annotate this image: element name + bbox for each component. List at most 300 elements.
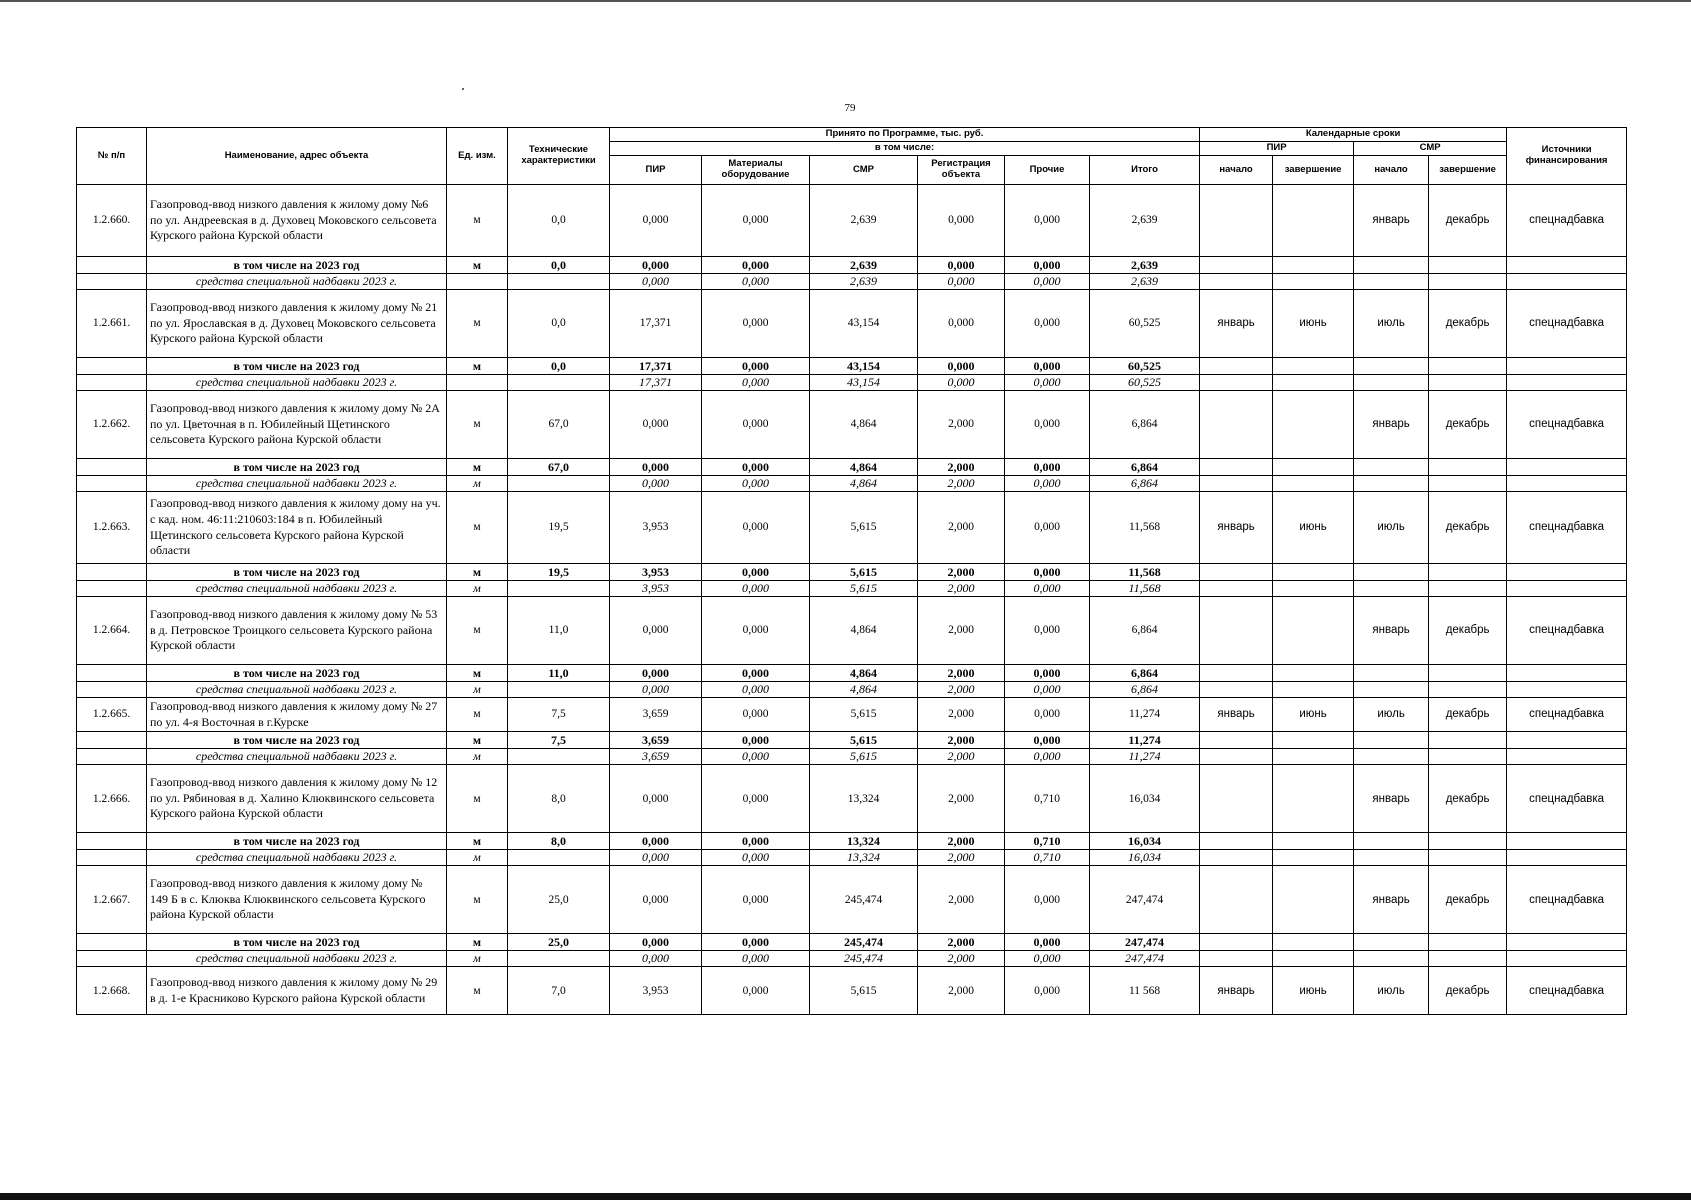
other-cell: 0,000 xyxy=(1005,274,1090,290)
pir-end-cell: июнь xyxy=(1273,698,1354,732)
mat-cell: 0,000 xyxy=(702,850,810,866)
mat-cell: 0,000 xyxy=(702,951,810,967)
smr-end-cell: декабрь xyxy=(1429,698,1507,732)
blank-cell xyxy=(1200,358,1273,375)
reg-cell: 2,000 xyxy=(918,459,1005,476)
mat-cell: 0,000 xyxy=(702,765,810,833)
pir-cell: 0,000 xyxy=(610,866,702,934)
blank-cell xyxy=(1507,581,1627,597)
pir-cell: 3,953 xyxy=(610,492,702,564)
table-row xyxy=(77,967,1627,1015)
smr-cell: 4,864 xyxy=(810,476,918,492)
year-subtotal-row xyxy=(77,358,1627,375)
pir-cell: 0,000 xyxy=(610,682,702,698)
tech-cell: 11,0 xyxy=(508,597,610,665)
smr-cell: 5,615 xyxy=(810,967,918,1015)
other-cell: 0,000 xyxy=(1005,749,1090,765)
blank-cell xyxy=(77,581,147,597)
blank-cell xyxy=(1507,665,1627,682)
total-cell: 6,864 xyxy=(1090,665,1200,682)
reg-cell: 2,000 xyxy=(918,866,1005,934)
blank-cell xyxy=(1507,375,1627,391)
reg-cell: 0,000 xyxy=(918,290,1005,358)
header-cal-pir: ПИР xyxy=(1200,142,1354,156)
total-cell: 2,639 xyxy=(1090,185,1200,257)
pir-cell: 0,000 xyxy=(610,391,702,459)
blank-cell xyxy=(77,951,147,967)
smr-end-cell: декабрь xyxy=(1429,967,1507,1015)
total-cell: 6,864 xyxy=(1090,682,1200,698)
other-cell: 0,000 xyxy=(1005,581,1090,597)
blank-cell xyxy=(1354,665,1429,682)
pir-cell: 0,000 xyxy=(610,257,702,274)
blank-cell xyxy=(1507,358,1627,375)
header-sources: Источники финансирования xyxy=(1507,128,1627,185)
unit-cell: м xyxy=(447,749,508,765)
blank-cell xyxy=(1200,257,1273,274)
row-number: 1.2.665. xyxy=(77,698,147,732)
year-subtotal-row xyxy=(77,257,1627,274)
unit-cell: м xyxy=(447,866,508,934)
header-registration: Регистрация объекта xyxy=(918,156,1005,185)
blank-cell xyxy=(1200,682,1273,698)
unit-cell: м xyxy=(447,833,508,850)
smr-cell: 5,615 xyxy=(810,698,918,732)
object-name: Газопровод-ввод низкого давления к жилому дому № 2А по ул. Цветочная в п. Юбилейный Щетинского сельсовета Курского района Курской области xyxy=(147,391,447,459)
blank-cell xyxy=(508,682,610,698)
object-name: Газопровод-ввод низкого давления к жилому дому на уч. с кад. ном. 46:11:210603:184 в п. Юбилейный Щетинского сельсовета Курского района Курской области xyxy=(147,492,447,564)
smr-start-cell: январь xyxy=(1354,185,1429,257)
table-row xyxy=(77,492,1627,564)
smr-cell: 13,324 xyxy=(810,833,918,850)
blank-cell xyxy=(1273,682,1354,698)
tech-cell: 67,0 xyxy=(508,391,610,459)
pir-cell: 17,371 xyxy=(610,290,702,358)
blank-cell xyxy=(1429,682,1507,698)
subtotal-label: в том числе на 2023 год xyxy=(147,833,447,850)
unit-cell: м xyxy=(447,459,508,476)
blank-cell xyxy=(1273,850,1354,866)
blank-cell xyxy=(77,934,147,951)
blank-cell xyxy=(1429,951,1507,967)
row-number: 1.2.661. xyxy=(77,290,147,358)
tech-cell: 7,0 xyxy=(508,967,610,1015)
reg-cell: 2,000 xyxy=(918,934,1005,951)
blank-cell xyxy=(1273,358,1354,375)
total-cell: 16,034 xyxy=(1090,850,1200,866)
pir-cell: 0,000 xyxy=(610,597,702,665)
fund-label: средства специальной надбавки 2023 г. xyxy=(147,476,447,492)
blank-cell xyxy=(1200,375,1273,391)
blank-cell xyxy=(1507,732,1627,749)
header-pir-start: начало xyxy=(1200,156,1273,185)
smr-cell: 5,615 xyxy=(810,732,918,749)
blank-cell xyxy=(77,749,147,765)
blank-cell xyxy=(508,375,610,391)
pir-end-cell xyxy=(1273,866,1354,934)
source-cell: спецнадбавка xyxy=(1507,290,1627,358)
blank-cell xyxy=(77,358,147,375)
page-number: 79 xyxy=(844,102,856,114)
other-cell: 0,000 xyxy=(1005,665,1090,682)
blank-cell xyxy=(1354,833,1429,850)
other-cell: 0,000 xyxy=(1005,290,1090,358)
total-cell: 2,639 xyxy=(1090,257,1200,274)
unit-cell: м xyxy=(447,358,508,375)
scan-edge-top xyxy=(0,0,1691,2)
blank-cell xyxy=(1273,274,1354,290)
unit-cell: м xyxy=(447,290,508,358)
mat-cell: 0,000 xyxy=(702,185,810,257)
blank-cell xyxy=(1354,732,1429,749)
header-tech: Технические характеристики xyxy=(508,128,610,185)
blank-cell xyxy=(77,665,147,682)
blank-cell xyxy=(1429,358,1507,375)
header-smr-start: начало xyxy=(1354,156,1429,185)
total-cell: 11,274 xyxy=(1090,732,1200,749)
row-number: 1.2.660. xyxy=(77,185,147,257)
mat-cell: 0,000 xyxy=(702,967,810,1015)
table-row xyxy=(77,185,1627,257)
fund-source-row xyxy=(77,375,1627,391)
blank-cell xyxy=(1507,257,1627,274)
other-cell: 0,000 xyxy=(1005,257,1090,274)
fund-source-row xyxy=(77,476,1627,492)
blank-cell xyxy=(1354,476,1429,492)
total-cell: 6,864 xyxy=(1090,391,1200,459)
blank-cell xyxy=(508,274,610,290)
reg-cell: 2,000 xyxy=(918,476,1005,492)
unit-cell: м xyxy=(447,765,508,833)
reg-cell: 2,000 xyxy=(918,492,1005,564)
object-name: Газопровод-ввод низкого давления к жилому дому № 149 Б в с. Клюква Клюквинского сельсовета Курского района Курской области xyxy=(147,866,447,934)
subtotal-label: в том числе на 2023 год xyxy=(147,732,447,749)
fund-label: средства специальной надбавки 2023 г. xyxy=(147,749,447,765)
total-cell: 247,474 xyxy=(1090,934,1200,951)
tech-cell: 19,5 xyxy=(508,564,610,581)
smr-cell: 43,154 xyxy=(810,290,918,358)
blank-cell xyxy=(77,375,147,391)
other-cell: 0,000 xyxy=(1005,934,1090,951)
blank-cell xyxy=(77,833,147,850)
blank-cell xyxy=(1507,833,1627,850)
table-row xyxy=(77,698,1627,732)
blank-cell xyxy=(1507,850,1627,866)
mat-cell: 0,000 xyxy=(702,564,810,581)
tech-cell: 8,0 xyxy=(508,765,610,833)
total-cell: 6,864 xyxy=(1090,459,1200,476)
object-name: Газопровод-ввод низкого давления к жилому дому № 21 по ул. Ярославская в д. Духовец Моковского сельсовета Курского района Курской области xyxy=(147,290,447,358)
other-cell: 0,000 xyxy=(1005,866,1090,934)
mat-cell: 0,000 xyxy=(702,391,810,459)
blank-cell xyxy=(1429,665,1507,682)
blank-cell xyxy=(1429,833,1507,850)
mat-cell: 0,000 xyxy=(702,257,810,274)
smr-cell: 5,615 xyxy=(810,564,918,581)
header-smr-end: завершение xyxy=(1429,156,1507,185)
blank-cell xyxy=(1200,850,1273,866)
total-cell: 247,474 xyxy=(1090,951,1200,967)
reg-cell: 0,000 xyxy=(918,358,1005,375)
pir-end-cell: июнь xyxy=(1273,967,1354,1015)
mat-cell: 0,000 xyxy=(702,934,810,951)
table-header xyxy=(77,128,1627,185)
mat-cell: 0,000 xyxy=(702,290,810,358)
tech-cell: 0,0 xyxy=(508,290,610,358)
smr-start-cell: июль xyxy=(1354,698,1429,732)
blank-cell xyxy=(1507,951,1627,967)
tech-cell: 67,0 xyxy=(508,459,610,476)
blank-cell xyxy=(1200,833,1273,850)
unit-cell xyxy=(447,274,508,290)
header-pir: ПИР xyxy=(610,156,702,185)
blank-cell xyxy=(1273,951,1354,967)
pir-cell: 0,000 xyxy=(610,934,702,951)
blank-cell xyxy=(1354,581,1429,597)
blank-cell xyxy=(1354,934,1429,951)
other-cell: 0,000 xyxy=(1005,597,1090,665)
pir-cell: 3,659 xyxy=(610,698,702,732)
blank-cell xyxy=(1354,459,1429,476)
blank-cell xyxy=(1273,833,1354,850)
blank-cell xyxy=(1354,257,1429,274)
smr-cell: 43,154 xyxy=(810,358,918,375)
pir-end-cell xyxy=(1273,597,1354,665)
blank-cell xyxy=(1429,375,1507,391)
other-cell: 0,000 xyxy=(1005,391,1090,459)
blank-cell xyxy=(1200,459,1273,476)
fund-label: средства специальной надбавки 2023 г. xyxy=(147,682,447,698)
pir-cell: 3,953 xyxy=(610,967,702,1015)
other-cell: 0,000 xyxy=(1005,358,1090,375)
source-cell: спецнадбавка xyxy=(1507,866,1627,934)
smr-cell: 2,639 xyxy=(810,185,918,257)
header-other: Прочие xyxy=(1005,156,1090,185)
blank-cell xyxy=(508,749,610,765)
object-name: Газопровод-ввод низкого давления к жилому дому №6 по ул. Андреевская в д. Духовец Моковского сельсовета Курского района Курской области xyxy=(147,185,447,257)
fund-source-row xyxy=(77,749,1627,765)
other-cell: 0,000 xyxy=(1005,375,1090,391)
blank-cell xyxy=(1429,749,1507,765)
unit-cell: м xyxy=(447,492,508,564)
row-number: 1.2.664. xyxy=(77,597,147,665)
table-row xyxy=(77,391,1627,459)
reg-cell: 2,000 xyxy=(918,765,1005,833)
blank-cell xyxy=(1200,564,1273,581)
blank-cell xyxy=(1200,749,1273,765)
smr-cell: 5,615 xyxy=(810,581,918,597)
blank-cell xyxy=(1507,564,1627,581)
source-cell: спецнадбавка xyxy=(1507,967,1627,1015)
pir-cell: 0,000 xyxy=(610,951,702,967)
blank-cell xyxy=(1429,934,1507,951)
blank-cell xyxy=(1273,476,1354,492)
table-row xyxy=(77,765,1627,833)
smr-cell: 13,324 xyxy=(810,850,918,866)
reg-cell: 2,000 xyxy=(918,698,1005,732)
mat-cell: 0,000 xyxy=(702,459,810,476)
smr-cell: 2,639 xyxy=(810,257,918,274)
source-cell: спецнадбавка xyxy=(1507,492,1627,564)
header-total: Итого xyxy=(1090,156,1200,185)
mat-cell: 0,000 xyxy=(702,732,810,749)
other-cell: 0,000 xyxy=(1005,732,1090,749)
table-row xyxy=(77,597,1627,665)
other-cell: 0,000 xyxy=(1005,682,1090,698)
blank-cell xyxy=(77,274,147,290)
smr-cell: 43,154 xyxy=(810,375,918,391)
mat-cell: 0,000 xyxy=(702,597,810,665)
subtotal-label: в том числе на 2023 год xyxy=(147,564,447,581)
unit-cell: м xyxy=(447,476,508,492)
total-cell: 16,034 xyxy=(1090,765,1200,833)
other-cell: 0,710 xyxy=(1005,850,1090,866)
fund-label: средства специальной надбавки 2023 г. xyxy=(147,581,447,597)
blank-cell xyxy=(1429,850,1507,866)
total-cell: 60,525 xyxy=(1090,358,1200,375)
unit-cell: м xyxy=(447,581,508,597)
mat-cell: 0,000 xyxy=(702,274,810,290)
unit-cell: м xyxy=(447,185,508,257)
pir-start-cell xyxy=(1200,765,1273,833)
blank-cell xyxy=(77,850,147,866)
blank-cell xyxy=(1200,934,1273,951)
mat-cell: 0,000 xyxy=(702,476,810,492)
blank-cell xyxy=(1354,274,1429,290)
fund-source-row xyxy=(77,274,1627,290)
blank-cell xyxy=(508,476,610,492)
row-number: 1.2.662. xyxy=(77,391,147,459)
pir-cell: 0,000 xyxy=(610,274,702,290)
pir-cell: 0,000 xyxy=(610,665,702,682)
blank-cell xyxy=(1354,749,1429,765)
fund-source-row xyxy=(77,581,1627,597)
source-cell: спецнадбавка xyxy=(1507,698,1627,732)
reg-cell: 2,000 xyxy=(918,850,1005,866)
blank-cell xyxy=(1354,375,1429,391)
unit-cell: м xyxy=(447,564,508,581)
mat-cell: 0,000 xyxy=(702,749,810,765)
pir-cell: 0,000 xyxy=(610,459,702,476)
tech-cell: 7,5 xyxy=(508,698,610,732)
smr-cell: 2,639 xyxy=(810,274,918,290)
blank-cell xyxy=(77,476,147,492)
pir-start-cell: январь xyxy=(1200,290,1273,358)
unit-cell: м xyxy=(447,391,508,459)
other-cell: 0,000 xyxy=(1005,967,1090,1015)
blank-cell xyxy=(1429,581,1507,597)
reg-cell: 2,000 xyxy=(918,951,1005,967)
tech-cell: 0,0 xyxy=(508,358,610,375)
smr-start-cell: январь xyxy=(1354,866,1429,934)
row-number: 1.2.663. xyxy=(77,492,147,564)
pir-cell: 0,000 xyxy=(610,476,702,492)
pir-start-cell: январь xyxy=(1200,698,1273,732)
smr-start-cell: июль xyxy=(1354,290,1429,358)
smr-end-cell: декабрь xyxy=(1429,185,1507,257)
other-cell: 0,000 xyxy=(1005,698,1090,732)
pir-start-cell: январь xyxy=(1200,967,1273,1015)
blank-cell xyxy=(1273,459,1354,476)
blank-cell xyxy=(77,257,147,274)
blank-cell xyxy=(1429,459,1507,476)
blank-cell xyxy=(1507,749,1627,765)
blank-cell xyxy=(1273,665,1354,682)
pir-cell: 3,953 xyxy=(610,581,702,597)
source-cell: спецнадбавка xyxy=(1507,597,1627,665)
unit-cell: м xyxy=(447,934,508,951)
fund-source-row xyxy=(77,850,1627,866)
total-cell: 6,864 xyxy=(1090,476,1200,492)
blank-cell xyxy=(1429,476,1507,492)
total-cell: 247,474 xyxy=(1090,866,1200,934)
unit-cell: м xyxy=(447,732,508,749)
blank-cell xyxy=(1273,375,1354,391)
object-name: Газопровод-ввод низкого давления к жилому дому № 12 по ул. Рябиновая в д. Халино Клюквинского сельсовета Курского района Курской области xyxy=(147,765,447,833)
pir-start-cell xyxy=(1200,391,1273,459)
blank-cell xyxy=(1507,934,1627,951)
pir-cell: 17,371 xyxy=(610,358,702,375)
pir-cell: 0,000 xyxy=(610,833,702,850)
blank-cell xyxy=(1273,934,1354,951)
blank-cell xyxy=(1507,476,1627,492)
header-cal-smr: СМР xyxy=(1354,142,1507,156)
smr-start-cell: июль xyxy=(1354,967,1429,1015)
subtotal-label: в том числе на 2023 год xyxy=(147,257,447,274)
other-cell: 0,000 xyxy=(1005,564,1090,581)
mat-cell: 0,000 xyxy=(702,375,810,391)
fund-source-row xyxy=(77,951,1627,967)
other-cell: 0,000 xyxy=(1005,459,1090,476)
blank-cell xyxy=(1200,274,1273,290)
pir-cell: 17,371 xyxy=(610,375,702,391)
reg-cell: 2,000 xyxy=(918,749,1005,765)
object-name: Газопровод-ввод низкого давления к жилому дому № 27 по ул. 4-я Восточная в г.Курске xyxy=(147,698,447,732)
mat-cell: 0,000 xyxy=(702,866,810,934)
reg-cell: 0,000 xyxy=(918,375,1005,391)
unit-cell: м xyxy=(447,967,508,1015)
blank-cell xyxy=(1200,476,1273,492)
pir-start-cell xyxy=(1200,185,1273,257)
pir-cell: 0,000 xyxy=(610,185,702,257)
fund-label: средства специальной надбавки 2023 г. xyxy=(147,375,447,391)
blank-cell xyxy=(1273,749,1354,765)
blank-cell xyxy=(77,732,147,749)
tech-cell: 19,5 xyxy=(508,492,610,564)
blank-cell xyxy=(1507,459,1627,476)
header-calendar: Календарные сроки xyxy=(1200,128,1507,142)
header-materials: Материалы оборудование xyxy=(702,156,810,185)
smr-start-cell: январь xyxy=(1354,765,1429,833)
blank-cell xyxy=(1273,732,1354,749)
unit-cell: м xyxy=(447,850,508,866)
pir-end-cell xyxy=(1273,185,1354,257)
header-unit: Ед. изм. xyxy=(447,128,508,185)
source-cell: спецнадбавка xyxy=(1507,185,1627,257)
pir-end-cell: июнь xyxy=(1273,492,1354,564)
unit-cell: м xyxy=(447,597,508,665)
pir-end-cell: июнь xyxy=(1273,290,1354,358)
smr-end-cell: декабрь xyxy=(1429,866,1507,934)
blank-cell xyxy=(1429,564,1507,581)
object-name: Газопровод-ввод низкого давления к жилому дому № 29 в д. 1-е Красниково Курского района Курской области xyxy=(147,967,447,1015)
reg-cell: 2,000 xyxy=(918,597,1005,665)
smr-end-cell: декабрь xyxy=(1429,391,1507,459)
pir-end-cell xyxy=(1273,391,1354,459)
table-body xyxy=(77,185,1627,1015)
tech-cell: 0,0 xyxy=(508,185,610,257)
blank-cell xyxy=(508,581,610,597)
